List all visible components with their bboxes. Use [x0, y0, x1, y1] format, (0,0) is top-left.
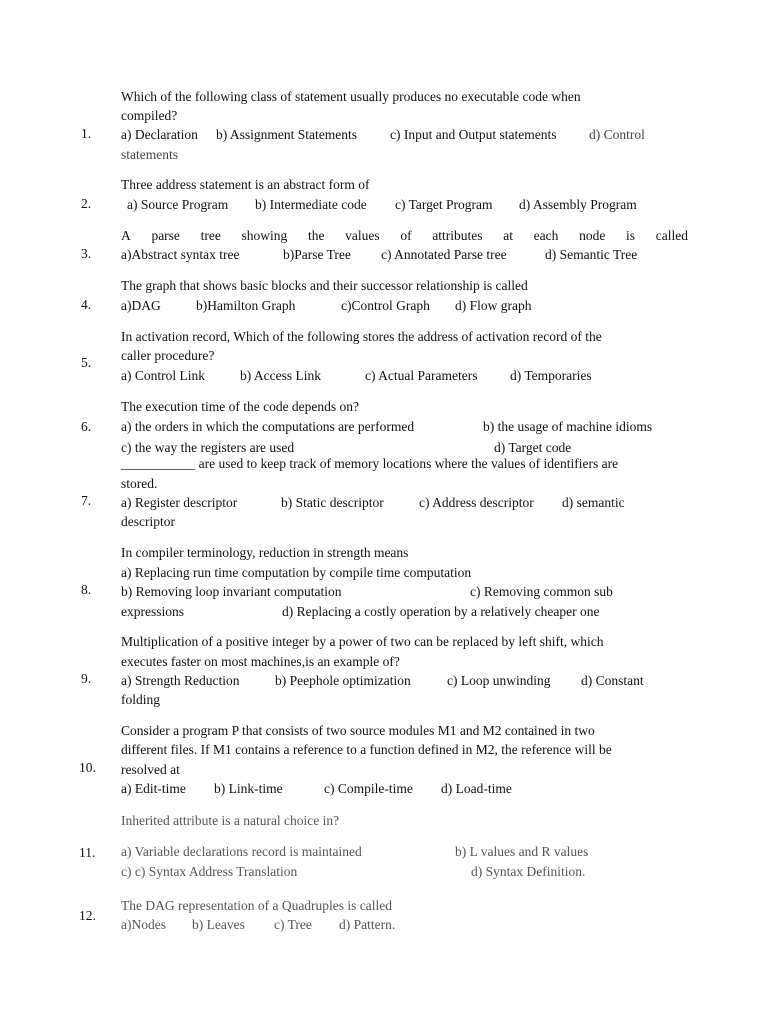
question-1-stem-line-1: Which of the following class of statement usually produces no executable code when: [121, 89, 581, 104]
question-11-option-b: b) L values and R values: [455, 844, 589, 859]
question-11-option-d: d) Syntax Definition.: [471, 864, 586, 879]
question-7-option-c: c) Address descriptor: [419, 495, 534, 510]
question-12-option-b: b) Leaves: [192, 917, 245, 932]
question-3-stem-word-1: A: [121, 228, 131, 243]
question-4-stem: The graph that shows basic blocks and their successor relationship is called: [121, 278, 528, 293]
question-2-number: 2.: [81, 196, 92, 211]
question-8-option-d: d) Replacing a costly operation by a relatively cheaper one: [282, 604, 600, 619]
question-3-number: 3.: [81, 246, 92, 261]
question-12-option-c: c) Tree: [274, 917, 312, 932]
question-8-option-a: a) Replacing run time computation by compile time computation: [121, 565, 472, 580]
question-9-stem-line-2: executes faster on most machines,is an example of?: [121, 654, 400, 669]
question-6-stem: The execution time of the code depends on?: [121, 399, 360, 414]
question-10-option-b: b) Link-time: [214, 781, 283, 796]
question-6-option-a: a) the orders in which the computations are performed: [121, 419, 415, 434]
question-6-option-c: c) the way the registers are used: [121, 440, 295, 455]
question-12-stem: The DAG representation of a Quadruples is called: [121, 898, 393, 913]
question-1-number: 1.: [81, 126, 92, 141]
question-7-option-d: d) semantic: [562, 495, 625, 510]
question-9-option-d-cont: folding: [121, 692, 160, 707]
question-1-stem-line-2: compiled?: [121, 108, 178, 123]
question-3-option-c: c) Annotated Parse tree: [381, 247, 507, 262]
question-4-option-b: b)Hamilton Graph: [196, 298, 296, 313]
question-5-option-b: b) Access Link: [240, 368, 321, 383]
question-1-option-d: d) Control: [589, 127, 645, 142]
question-3-stem-word-3: tree: [200, 228, 221, 243]
question-3-stem-word-12: is: [626, 228, 636, 243]
question-10-option-c: c) Compile-time: [324, 781, 413, 796]
question-10-stem-line-1: Consider a program P that consists of two source modules M1 and M2 contained in two: [121, 723, 595, 738]
question-5-option-a: a) Control Link: [121, 368, 205, 383]
question-4-option-d: d) Flow graph: [455, 298, 532, 313]
question-3-stem-word-10: each: [533, 228, 559, 243]
question-5-option-d: d) Temporaries: [510, 368, 592, 383]
question-9-stem-line-1: Multiplication of a positive integer by a power of two can be replaced by left shift, which: [121, 634, 604, 649]
question-9-option-c: c) Loop unwinding: [447, 673, 551, 688]
question-5-stem-line-2: caller procedure?: [121, 348, 215, 363]
question-7-stem-line-2: stored.: [121, 476, 158, 491]
question-6-option-b: b) the usage of machine idioms: [483, 419, 653, 434]
question-10-option-a: a) Edit-time: [121, 781, 186, 796]
question-8-option-b: b) Removing loop invariant computation: [121, 584, 342, 599]
question-5-stem-line-1: In activation record, Which of the following stores the address of activation record of the: [121, 329, 602, 344]
question-1-option-b: b) Assignment Statements: [216, 127, 357, 142]
question-7-number: 7.: [81, 493, 92, 508]
question-11-option-a: a) Variable declarations record is maintained: [121, 844, 362, 859]
question-7-stem-line-1: ___________ are used to keep track of memory locations where the values of identifiers are: [121, 456, 619, 471]
question-7-option-b: b) Static descriptor: [281, 495, 384, 510]
question-3-stem-word-11: node: [579, 228, 606, 243]
question-12-option-d: d) Pattern.: [339, 917, 396, 932]
question-11-stem: Inherited attribute is a natural choice in?: [121, 813, 340, 828]
question-10-number: 10.: [79, 760, 96, 775]
question-4-option-c: c)Control Graph: [341, 298, 430, 313]
question-7-option-a: a) Register descriptor: [121, 495, 238, 510]
question-5-option-c: c) Actual Parameters: [365, 368, 478, 383]
question-8-option-c: c) Removing common sub: [470, 584, 613, 599]
question-11-option-c: c) c) Syntax Address Translation: [121, 864, 298, 879]
question-3-stem-word-7: of: [400, 228, 412, 243]
question-8-number: 8.: [81, 582, 92, 597]
question-3-option-d: d) Semantic Tree: [545, 247, 638, 262]
question-4-option-a: a)DAG: [121, 298, 161, 313]
question-3-stem-word-5: the: [307, 228, 325, 243]
question-3-option-b: b)Parse Tree: [283, 247, 351, 262]
question-1-option-a: a) Declaration: [121, 127, 198, 142]
question-2-option-a: a) Source Program: [127, 197, 229, 212]
question-9-number: 9.: [81, 671, 92, 686]
question-8-option-c-cont: expressions: [121, 604, 184, 619]
question-10-stem-line-2: different files. If M1 contains a reference to a function defined in M2, the reference will be: [121, 742, 612, 757]
question-9-option-d: d) Constant: [581, 673, 644, 688]
question-6-number: 6.: [81, 419, 92, 434]
question-12-option-a: a)Nodes: [121, 917, 166, 932]
question-12-number: 12.: [79, 908, 96, 923]
question-3-stem-word-8: attributes: [432, 228, 483, 243]
question-3-stem-word-13: called: [655, 228, 688, 243]
question-3-stem-word-4: showing: [241, 228, 288, 243]
question-10-option-d: d) Load-time: [441, 781, 512, 796]
question-3-option-a: a)Abstract syntax tree: [121, 247, 240, 262]
question-10-stem-line-3: resolved at: [121, 762, 180, 777]
question-11-number: 11.: [79, 845, 96, 860]
question-2-option-c: c) Target Program: [395, 197, 493, 212]
question-1-option-c: c) Input and Output statements: [390, 127, 557, 142]
question-1-option-d-cont: statements: [121, 147, 178, 162]
question-8-stem: In compiler terminology, reduction in strength means: [121, 545, 409, 560]
question-3-stem: [121, 227, 688, 245]
question-6-option-d: d) Target code: [494, 440, 572, 455]
question-3-stem-word-6: values: [345, 228, 380, 243]
question-2-option-d: d) Assembly Program: [519, 197, 637, 212]
question-2-stem: Three address statement is an abstract form of: [121, 177, 370, 192]
question-5-number: 5.: [81, 355, 92, 370]
question-3-stem-word-2: parse: [151, 228, 180, 243]
question-3-stem-word-9: at: [503, 228, 513, 243]
question-7-option-d-cont: descriptor: [121, 514, 175, 529]
question-9-option-b: b) Peephole optimization: [275, 673, 411, 688]
question-4-number: 4.: [81, 297, 92, 312]
question-9-option-a: a) Strength Reduction: [121, 673, 240, 688]
question-2-option-b: b) Intermediate code: [255, 197, 367, 212]
